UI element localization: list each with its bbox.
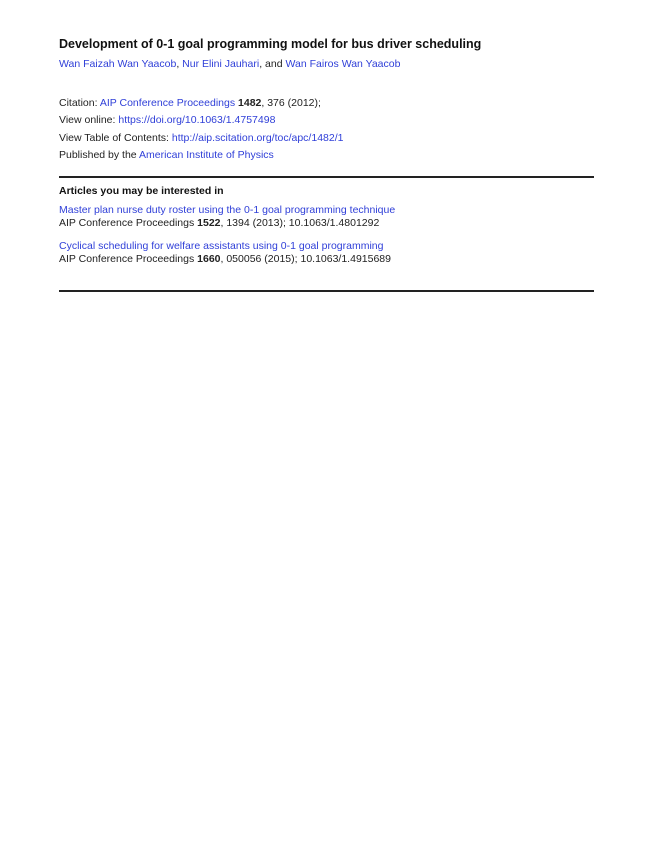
toc-link[interactable]: http://aip.scitation.org/toc/apc/1482/1 (171, 131, 344, 144)
author-link-2[interactable]: Nur Elini Jauhari (182, 58, 260, 70)
citation-label: Citation: (59, 97, 100, 109)
related-article-journal: AIP Conference Proceedings (59, 253, 198, 265)
author-link-1[interactable]: Wan Faizah Wan Yaacob (59, 58, 177, 70)
related-article-title-link[interactable]: Master plan nurse duty roster using the 0-1 goal programming technique (59, 204, 396, 216)
divider-bottom (59, 290, 594, 292)
paper-title: Development of 0-1 goal programming model for bus driver scheduling (59, 37, 482, 51)
author-separator: , and (259, 58, 286, 70)
related-article-citation (59, 217, 395, 230)
citation-details: , 376 (2012); (261, 97, 321, 109)
toc-label: View Table of Contents: (59, 131, 172, 144)
author-link-3[interactable]: Wan Fairos Wan Yaacob (285, 58, 401, 70)
related-article-journal: AIP Conference Proceedings (59, 217, 198, 229)
publisher-link[interactable]: American Institute of Physics (138, 148, 274, 161)
citation-block (59, 95, 343, 164)
divider-top (59, 176, 594, 178)
related-article (59, 204, 395, 230)
related-article-volume: 1522 (197, 217, 221, 229)
author-separator: , (176, 58, 183, 70)
publisher-line (59, 147, 343, 164)
citation-volume: 1482 (238, 97, 262, 109)
related-article-title-link[interactable]: Cyclical scheduling for welfare assistants using 0-1 goal programming (59, 240, 384, 252)
citation-line (59, 95, 343, 112)
related-article-details: , 1394 (2013); 10.1063/1.4801292 (220, 217, 380, 229)
related-articles-heading: Articles you may be interested in (59, 185, 224, 197)
doi-link[interactable]: https://doi.org/10.1063/1.4757498 (118, 114, 276, 127)
publisher-label: Published by the (59, 148, 139, 161)
toc-line (59, 130, 343, 147)
related-article-citation (59, 253, 391, 266)
view-online-label: View online: (59, 114, 119, 127)
view-online-line (59, 112, 343, 129)
related-article-details: , 050056 (2015); 10.1063/1.4915689 (220, 253, 391, 265)
related-article-volume: 1660 (197, 253, 221, 265)
journal-link[interactable]: AIP Conference Proceedings (99, 97, 236, 109)
author-list (59, 58, 400, 70)
related-article (59, 240, 391, 266)
